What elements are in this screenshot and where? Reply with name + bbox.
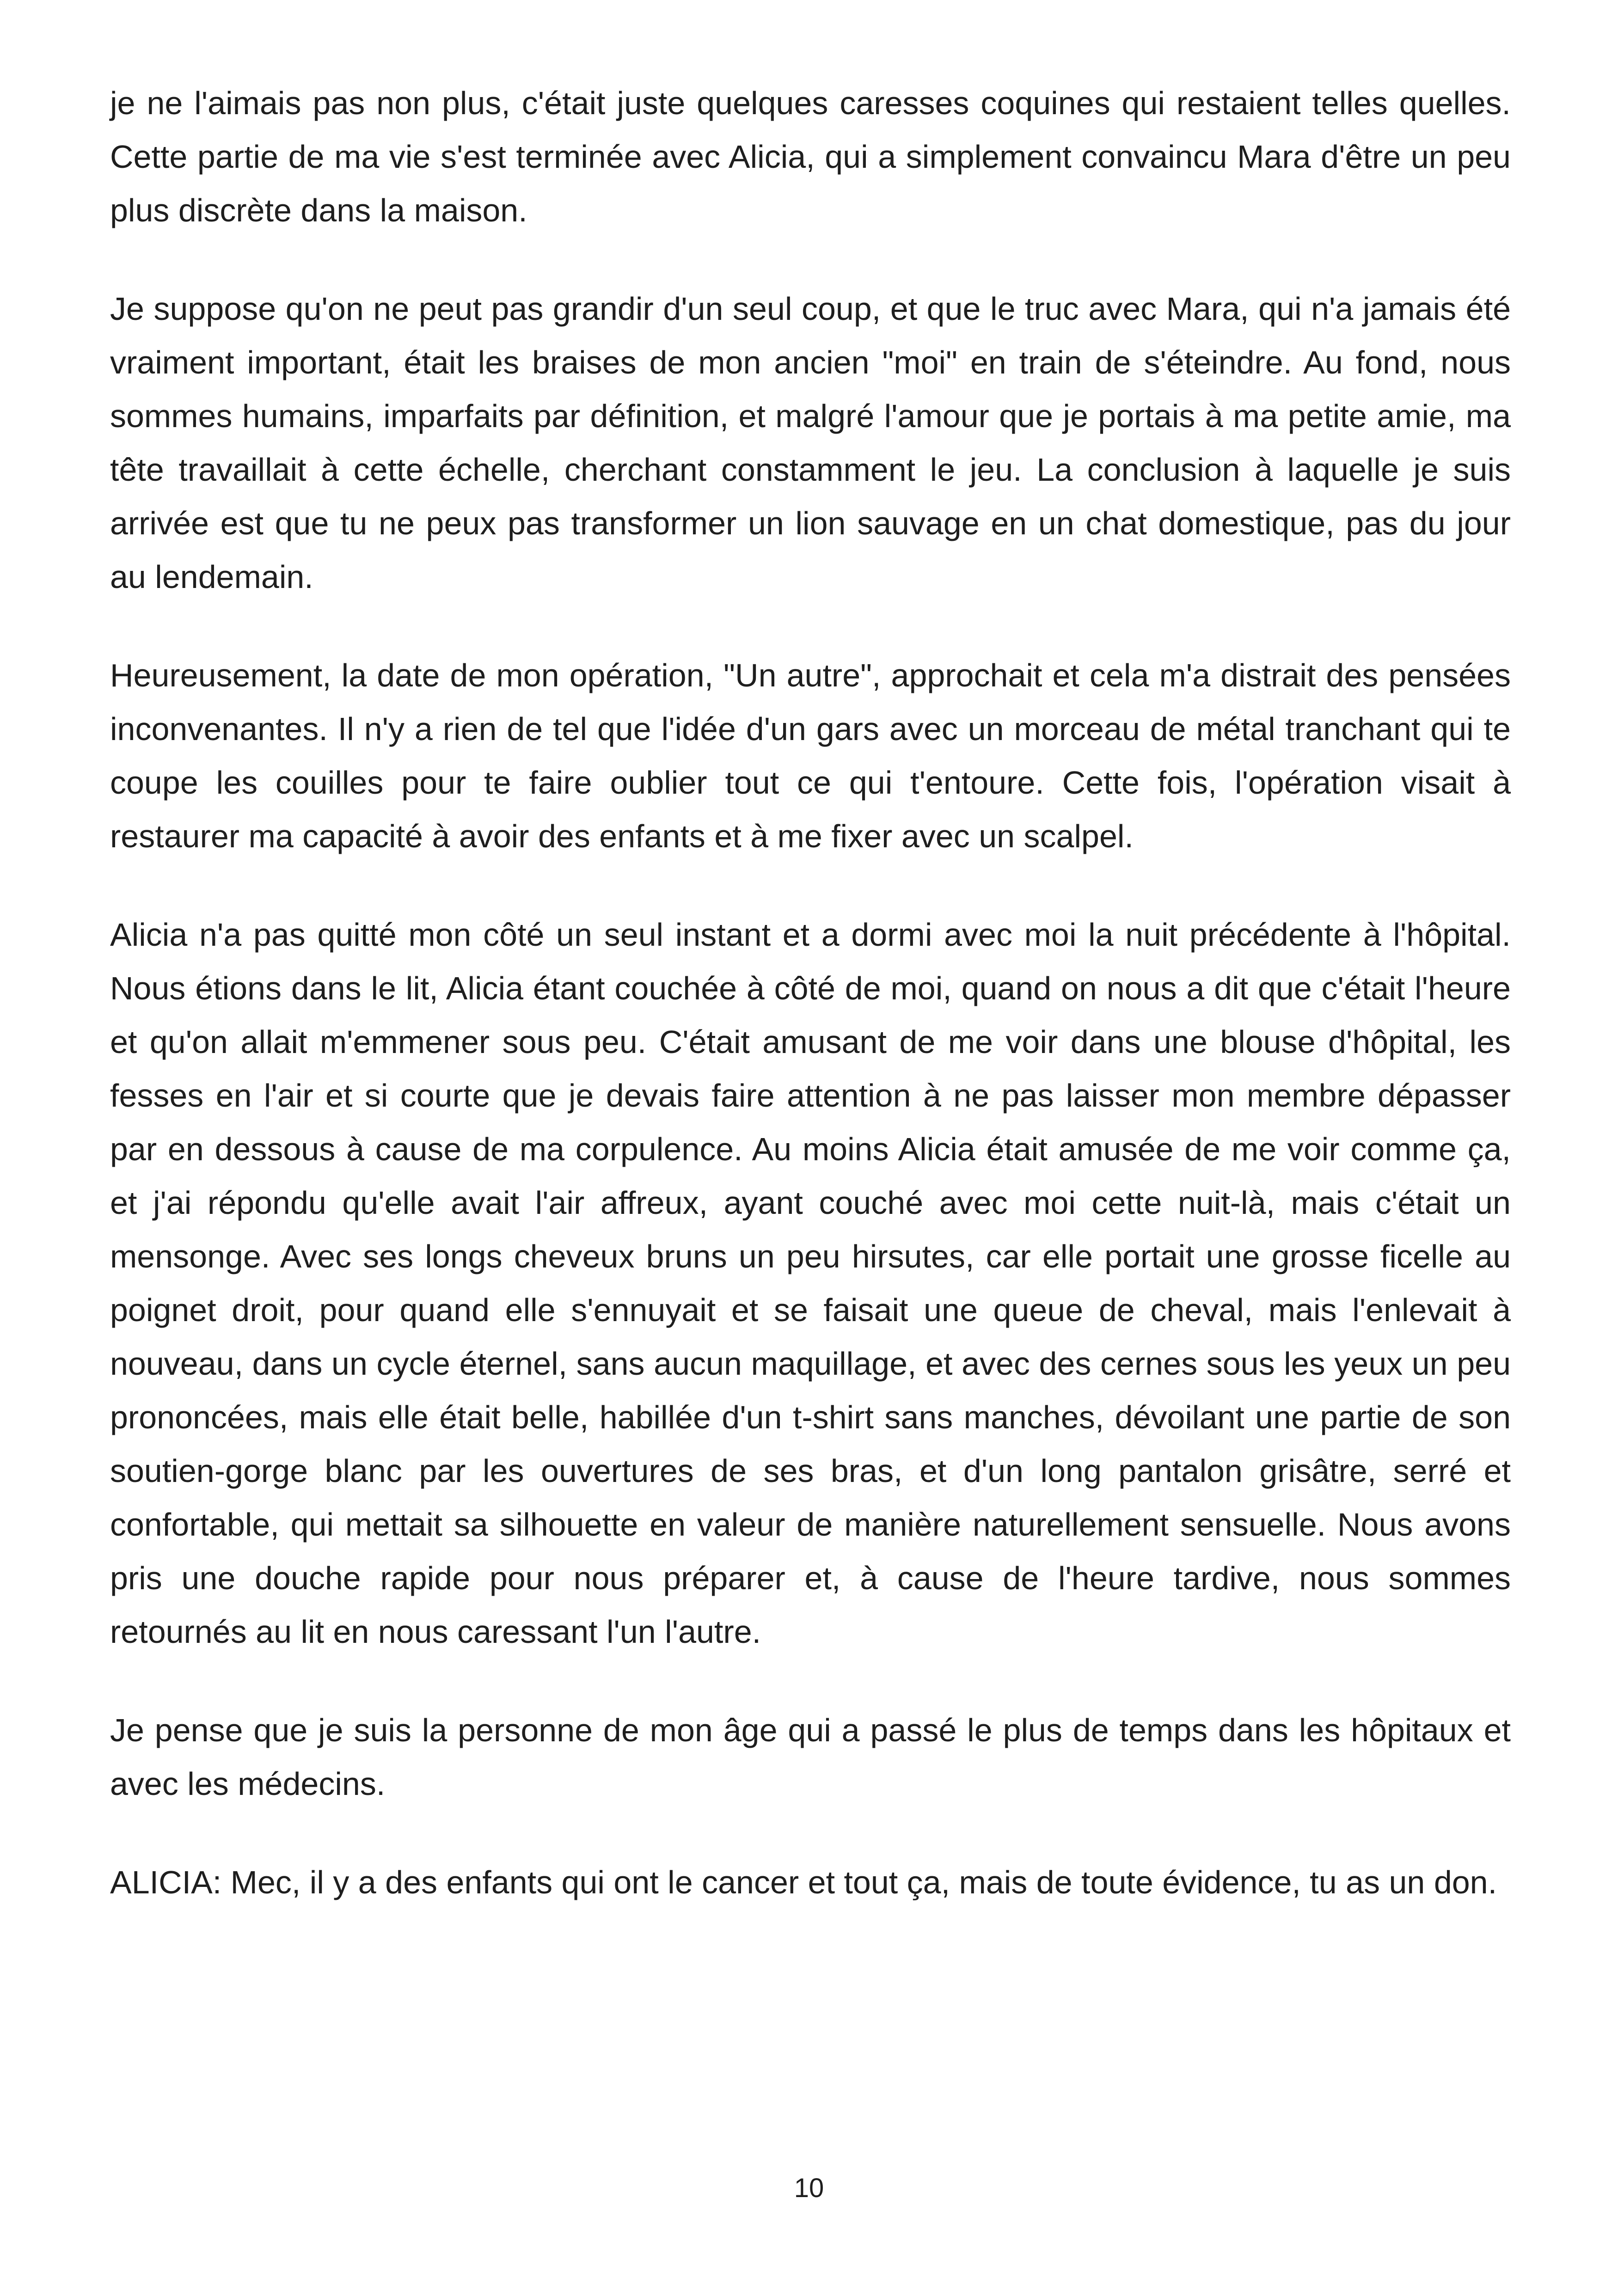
paragraph-4: Alicia n'a pas quitté mon côté un seul instant et a dormi avec moi la nuit précédente à l'hôpital. Nous étions dans le lit, Alicia étant couchée à côté de moi, quand on nous a dit que c'était l'heure et qu'on allait m'emmener sous peu. C'était amusant de me voir dans une blouse d'hôpital, les fesses en l'air et si courte que je devais faire attention à ne pas laisser mon membre dépasser par en dessous à cause de ma corpulence. Au moins Alicia était amusée de me voir comme ça, et j'ai répondu qu'elle avait l'air affreux, ayant couché avec moi cette nuit-là, mais c'était un mensonge. Avec ses longs cheveux bruns un peu hirsutes, car elle portait une grosse ficelle au poignet droit, pour quand elle s'ennuyait et se faisait une queue de cheval, mais l'enlevait à nouveau, dans un cycle éternel, sans aucun maquillage, et avec des cernes sous les yeux un peu prononcées, mais elle était belle, habillée d'un t-shirt sans manches, dévoilant une partie de son soutien-gorge blanc par les ouvertures de ses bras, et d'un long pantalon grisâtre, serré et confortable, qui mettait sa silhouette en valeur de manière naturellement sensuelle. Nous avons pris une douche rapide pour nous préparer et, à cause de l'heure tardive, nous sommes retournés au lit en nous caressant l'un l'autre. [110,917,1511,1650]
paragraph-3: Heureusement, la date de mon opération, "Un autre", approchait et cela m'a distrait des pensées inconvenantes. Il n'y a rien de tel que l'idée d'un gars avec un morceau de métal tranchant qui te coupe les couilles pour te faire oublier tout ce qui t'entoure. Cette fois, l'opération visait à restaurer ma capacité à avoir des enfants et à me fixer avec un scalpel. [110,657,1511,854]
page-number: 10 [794,2173,824,2203]
paragraph-6: ALICIA: Mec, il y a des enfants qui ont le cancer et tout ça, mais de toute évidence, tu as un don. [110,1864,1497,1900]
document-body [110,76,1511,1954]
paragraph-1: je ne l'aimais pas non plus, c'était juste quelques caresses coquines qui restaient telles quelles. Cette partie de ma vie s'est terminée avec Alicia, qui a simplement convaincu Mara d'être un peu plus discrète dans la maison. [110,85,1511,228]
paragraph-2: Je suppose qu'on ne peut pas grandir d'un seul coup, et que le truc avec Mara, qui n'a jamais été vraiment important, était les braises de mon ancien "moi" en train de s'éteindre. Au fond, nous sommes humains, imparfaits par définition, et malgré l'amour que je portais à ma petite amie, ma tête travaillait à cette échelle, cherchant constamment le jeu. La conclusion à laquelle je suis arrivée est que tu ne peux pas transformer un lion sauvage en un chat domestique, pas du jour au lendemain. [110,291,1511,595]
paragraph-5: Je pense que je suis la personne de mon âge qui a passé le plus de temps dans les hôpitaux et avec les médecins. [110,1712,1511,1802]
